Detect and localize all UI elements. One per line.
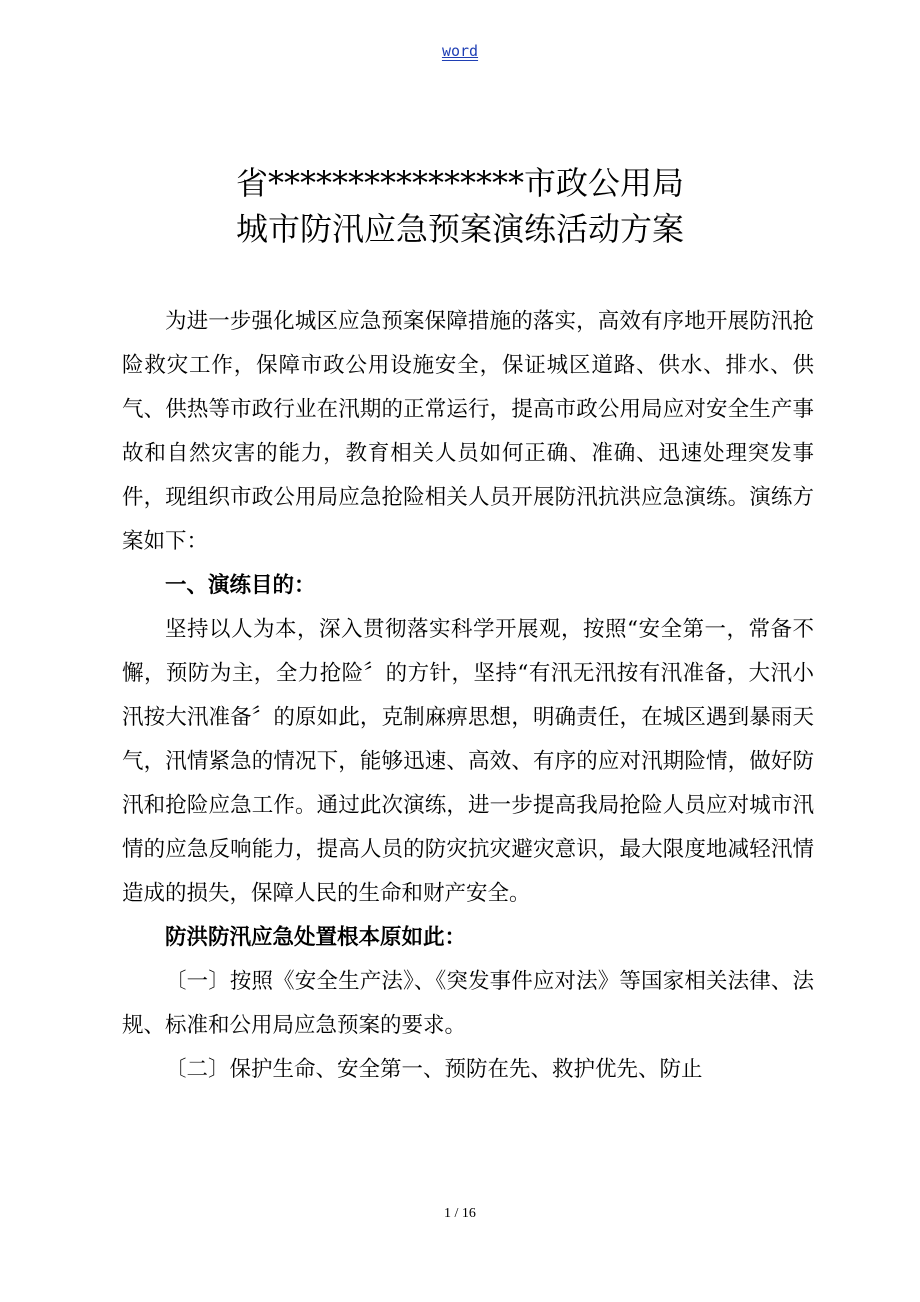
intro-paragraph: 为进一步强化城区应急预案保障措施的落实，高效有序地开展防汛抢险救灾工作，保障市政公用设施安全，保证城区道路、供水、排水、供气、供热等市政行业在汛期的正常运行，提高市政公用局应对安全生产事故和自然灾害的能力，教育相关人员如何正确、准确、迅速处理突发事件，现组织市政公用局应急抢险相关人员开展防汛抗洪应急演练。演练方案如下： <box>122 309 814 554</box>
principles-heading: 防洪防汛应急处置根本原如此： <box>165 925 467 950</box>
page-number: 1 / 16 <box>444 1206 476 1221</box>
document-title <box>0 160 920 252</box>
section-1-paragraph: 坚持以人为本，深入贯彻落实科学开展观，按照“安全第一，常备不懈，预防为主，全力抢险〞的方针，坚持“有汛无汛按有汛准备，大汛小汛按大汛准备〞的原如此，克制麻痹思想，明确责任，在城区遇到暴雨天气，汛情紧急的情况下，能够迅速、高效、有序的应对汛期险情，做好防汛和抢险应急工作。通过此次演练，进一步提高我局抢险人员应对城市汛情的应急反响能力，提高人员的防灾抗灾避灾意识，最大限度地减轻汛情造成的损失，保障人民的生命和财产安全。 <box>122 617 814 906</box>
principle-1-paragraph: 〔一〕按照《安全生产法》、《突发事件应对法》等国家相关法律、法规、标准和公用局应急预案的要求。 <box>122 969 814 1038</box>
title-line-2: 城市防汛应急预案演练活动方案 <box>235 210 684 248</box>
section-1-heading: 一、演练目的： <box>165 573 316 598</box>
title-line-1: 省****************市政公用局 <box>235 164 684 202</box>
principle-2-paragraph: 〔二〕保护生命、安全第一、预防在先、救护优先、防止 <box>165 1057 703 1082</box>
document-body <box>122 300 814 1092</box>
header-word-link[interactable]: word <box>441 42 479 60</box>
